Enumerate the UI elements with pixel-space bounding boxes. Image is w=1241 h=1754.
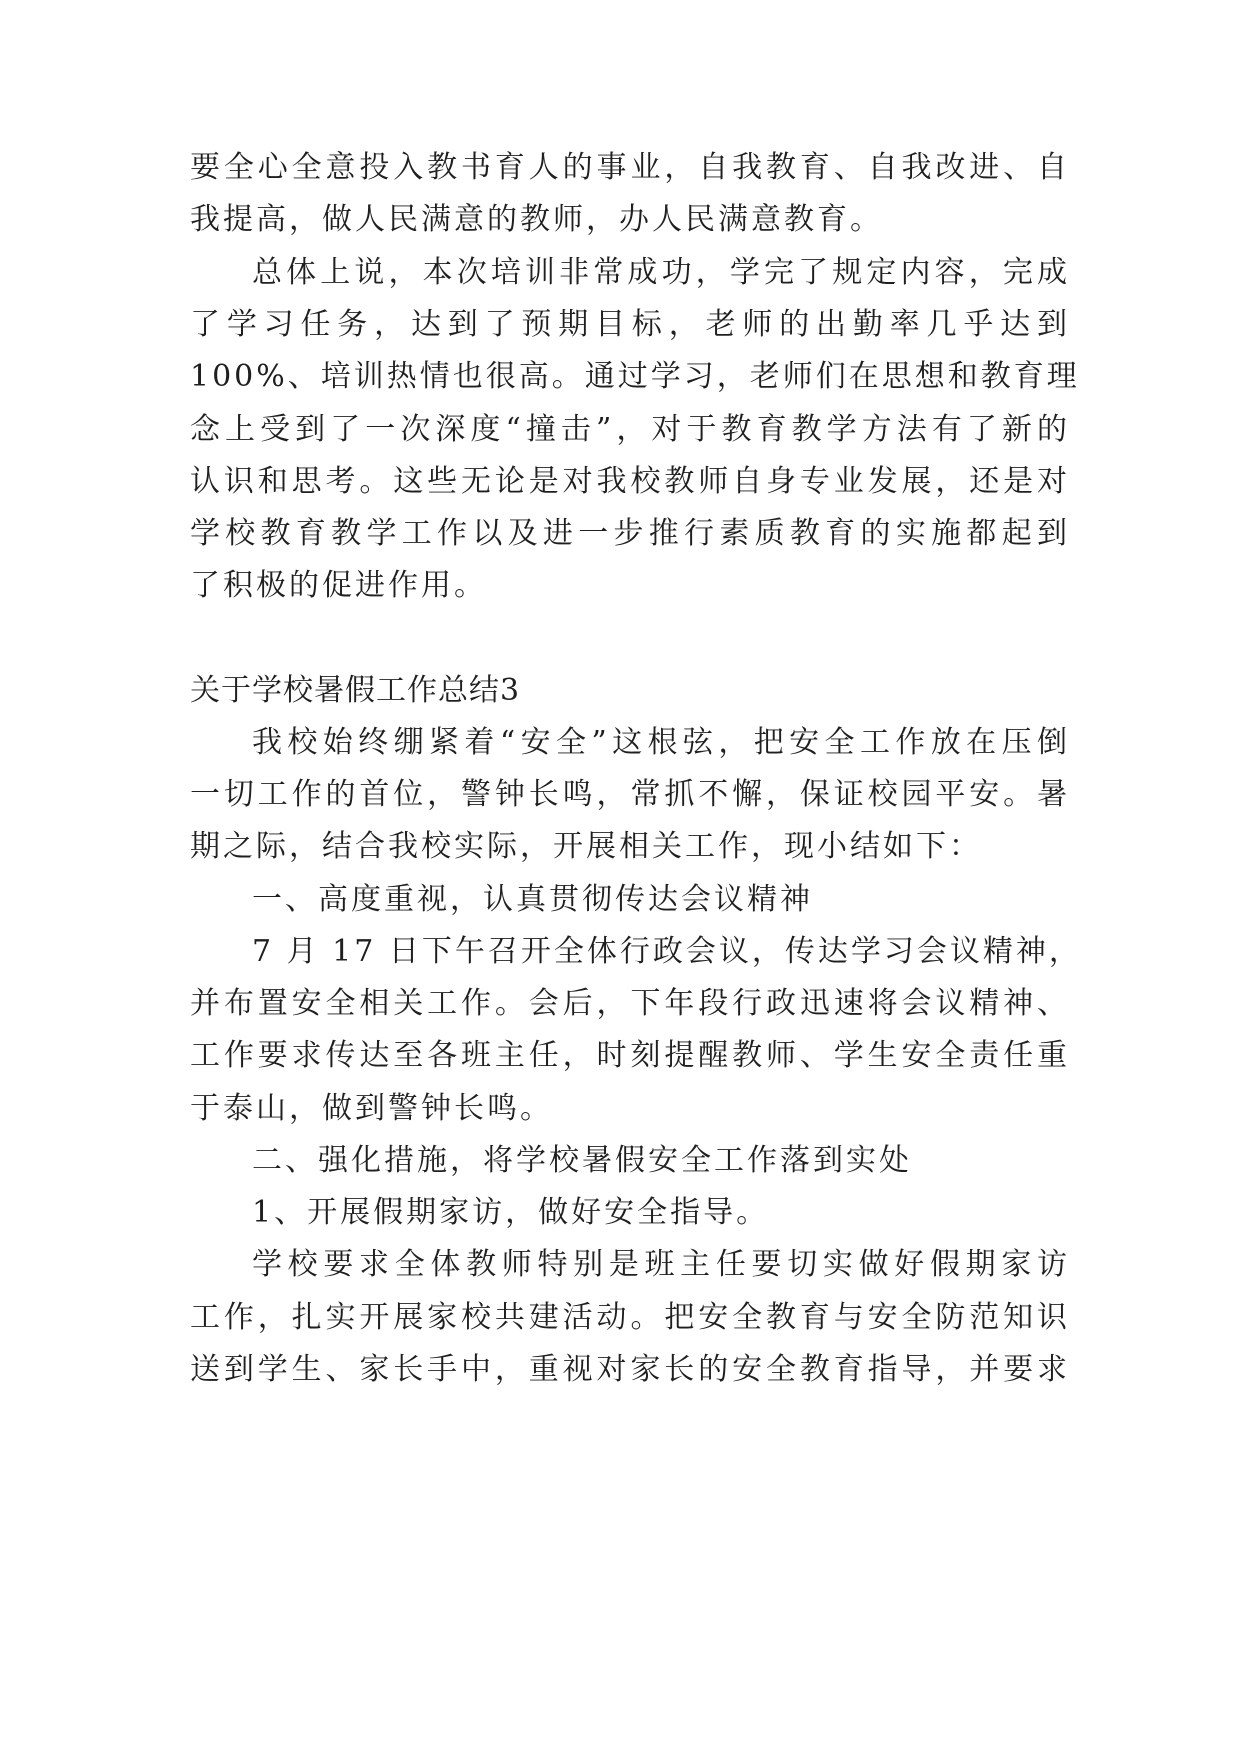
paragraph-line: 我校始终绷紧着“安全”这根弦，把安全工作放在压倒 [252,725,1070,760]
paragraph-line: 了学习任务，达到了预期目标，老师的出勤率几乎达到 [190,307,1070,342]
paragraph-line: 工作要求传达至各班主任，时刻提醒教师、学生安全责任重 [190,1038,1070,1073]
paragraph-line: 念上受到了一次深度“撞击”，对于教育教学方法有了新的 [190,412,1070,447]
paragraph-line: 100%、培训热情也很高。通过学习，老师们在思想和教育理 [190,359,1080,394]
paragraph-line: 我提高，做人民满意的教师，办人民满意教育。 [190,202,883,237]
paragraph-line: 要全心全意投入教书育人的事业，自我教育、自我改进、自 [190,150,1070,185]
subheading: 1、开展假期家访，做好安全指导。 [252,1195,770,1230]
paragraph-line: 并布置安全相关工作。会后，下年段行政迅速将会议精神、 [190,986,1070,1021]
subheading: 一、高度重视，认真贯彻传达会议精神 [252,882,813,917]
section-title: 关于学校暑假工作总结3 [190,673,521,708]
paragraph-line: 一切工作的首位，警钟长鸣，常抓不懈，保证校园平安。暑 [190,777,1070,812]
paragraph-line: 了积极的促进作用。 [190,568,487,603]
paragraph-line: 工作，扎实开展家校共建活动。把安全教育与安全防范知识 [190,1300,1070,1335]
paragraph-line: 送到学生、家长手中，重视对家长的安全教育指导，并要求 [190,1352,1070,1387]
paragraph-line: 学校要求全体教师特别是班主任要切实做好假期家访 [252,1247,1070,1282]
subheading: 二、强化措施，将学校暑假安全工作落到实处 [252,1143,912,1178]
paragraph-line: 于泰山，做到警钟长鸣。 [190,1091,553,1126]
paragraph-line: 期之际，结合我校实际，开展相关工作，现小结如下： [190,829,982,864]
paragraph-line: 7 月 17 日下午召开全体行政会议，传达学习会议精神， [252,934,1082,969]
paragraph-line: 认识和思考。这些无论是对我校教师自身专业发展，还是对 [190,464,1070,499]
paragraph-line: 学校教育教学工作以及进一步推行素质教育的实施都起到 [190,516,1070,551]
paragraph-line: 总体上说，本次培训非常成功，学完了规定内容，完成 [252,255,1070,290]
